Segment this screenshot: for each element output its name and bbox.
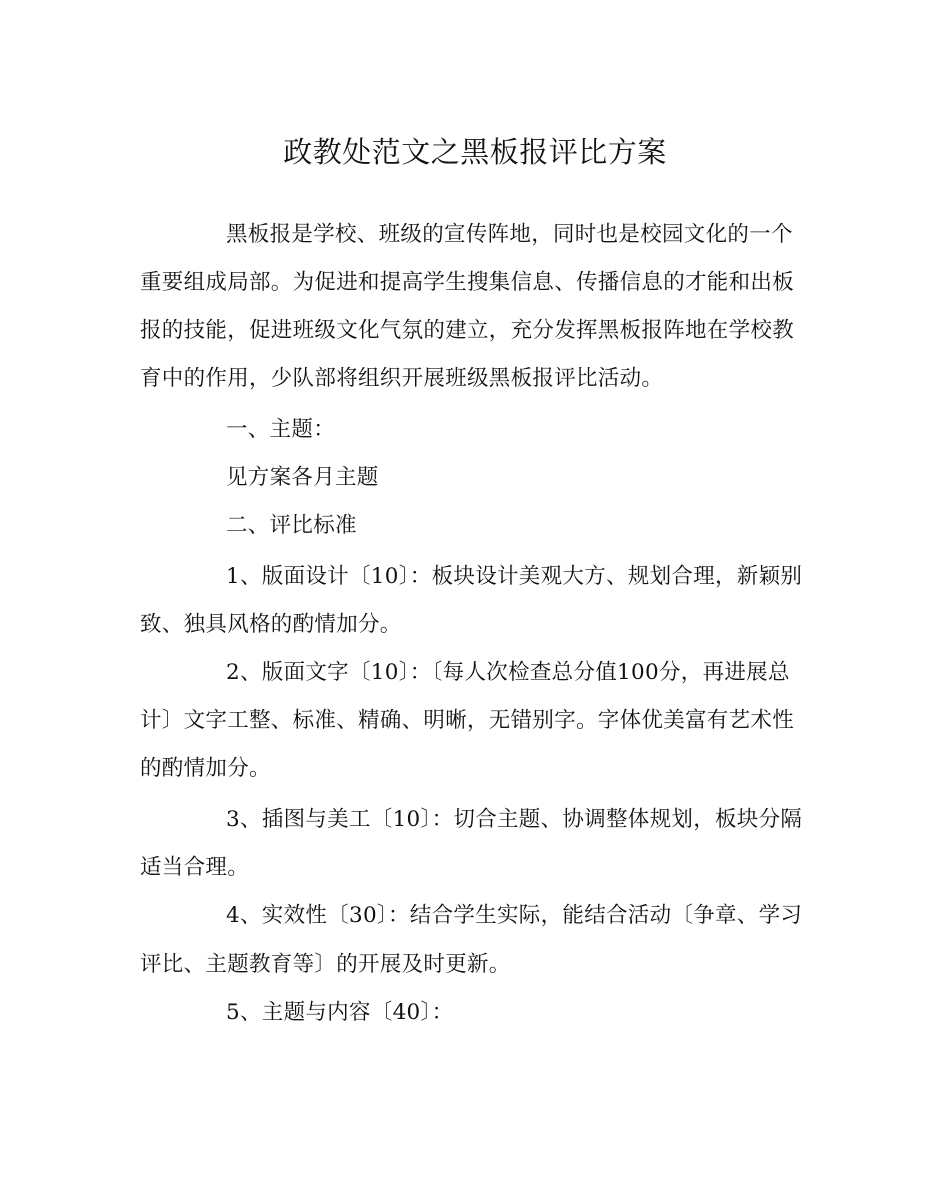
criterion-3-line-1: 3、插图与美工〔10〕：切合主题、协调整体规划，板块分隔 — [226, 807, 803, 832]
intro-paragraph-line-1: 黑板报是学校、班级的宣传阵地，同时也是校园文化的一个 — [226, 222, 793, 247]
criterion-2-line-1: 2、版面文字〔10〕：〔每人次检查总分值100分，再进展总 — [226, 660, 790, 685]
criterion-1-line-2: 致、独具风格的酌情加分。 — [140, 612, 402, 637]
intro-paragraph-line-4: 育中的作用，少队部将组织开展班级黑板报评比活动。 — [140, 366, 664, 391]
criterion-4-line-1: 4、实效性〔30〕：结合学生实际，能结合活动〔争章、学习 — [226, 903, 803, 928]
criterion-3-line-2: 适当合理。 — [140, 855, 250, 880]
section-heading-theme: 一、主题： — [226, 417, 336, 442]
intro-paragraph-line-2: 重要组成局部。为促进和提高学生搜集信息、传播信息的才能和出板 — [140, 270, 795, 295]
criterion-5-line-1: 5、主题与内容〔40〕： — [226, 1000, 454, 1025]
criterion-2-line-2: 计〕文字工整、标准、精确、明晰，无错别字。字体优美富有艺术性 — [140, 708, 795, 733]
criterion-4-line-2: 评比、主题教育等〕的开展及时更新。 — [140, 952, 511, 977]
document-title: 政教处范文之黑板报评比方案 — [283, 135, 667, 169]
theme-text: 见方案各月主题 — [226, 465, 379, 490]
criterion-2-line-3: 的酌情加分。 — [140, 756, 271, 781]
intro-paragraph-line-3: 报的技能，促进班级文化气氛的建立，充分发挥黑板报阵地在学校教 — [140, 318, 795, 343]
section-heading-criteria: 二、评比标准 — [226, 513, 357, 538]
criterion-1-line-1: 1、版面设计〔10〕：板块设计美观大方、规划合理，新颖别 — [226, 564, 803, 589]
